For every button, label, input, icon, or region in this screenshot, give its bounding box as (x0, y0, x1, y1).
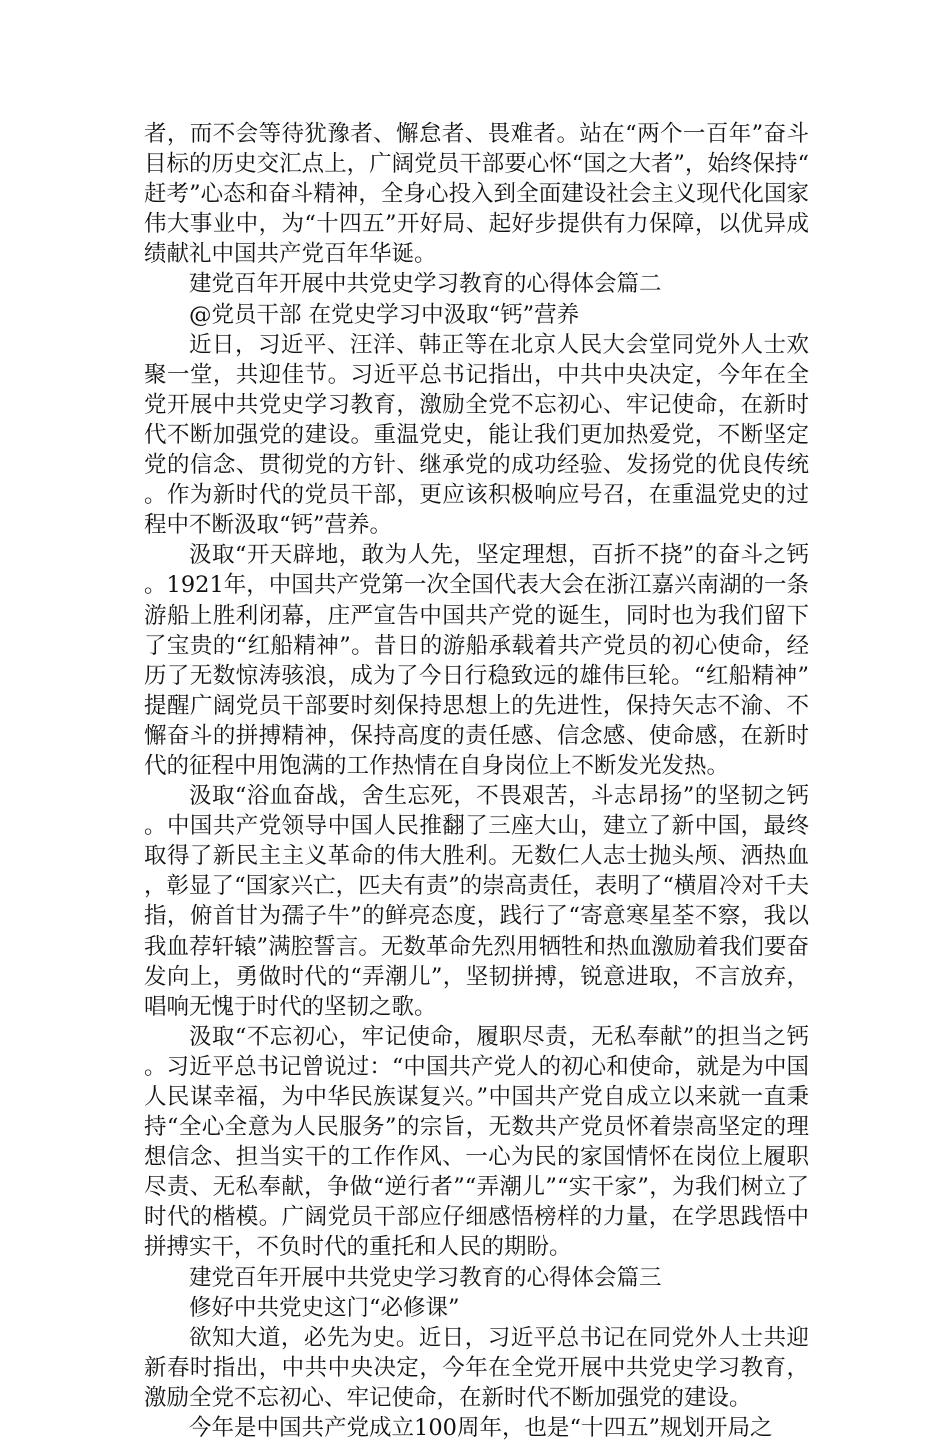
paragraph: 今年是中国共产党成立100周年，也是“十四五”规划开局之 (189, 1415, 773, 1442)
paragraph-continuation: 者，而不会等待犹豫者、懈怠者、畏难者。站在“两个一百年”奋斗目标的历史交汇点上，广阔党员干部要心怀“国之大者”，始终保持“赶考”心态和奋斗精神，全身心投入到全面建设社会主义现代化国家伟大事业中，为“十四五”开好局、起好步提供有力保障，以优异成绩献礼中国共产党百年华诞。 (144, 121, 809, 268)
section-subtitle-part-two: @党员干部 在党史学习中汲取“钙”营养 (189, 301, 580, 328)
paragraph: 汲取“开天辟地，敢为人先，坚定理想，百折不挠”的奋斗之钙。1921年，中国共产党第一次全国代表大会在浙江嘉兴南湖的一条游船上胜利闭幕，庄严宣告中国共产党的诞生，同时也为我们留下了宝贵的“红船精神”。昔日的游船承载着共产党员的初心使命，经历了无数惊涛骇浪，成为了今日行稳致远的雄伟巨轮。“红船精神”提醒广阔党员干部要时刻保持思想上的先进性，保持矢志不渝、不懈奋斗的拼搏精神，保持高度的责任感、信念感、使命感，在新时代的征程中用饱满的工作热情在自身岗位上不断发光发热。 (144, 542, 809, 779)
section-title-part-two: 建党百年开展中共党史学习教育的心得体会篇二 (189, 271, 662, 298)
paragraph: 汲取“不忘初心，牢记使命，履职尽责，无私奉献”的担当之钙。习近平总书记曾说过：“中国共产党人的初心和使命，就是为中国人民谋幸福，为中华民族谋复兴。”中国共产党自成立以来就一直秉持“全心全意为人民服务”的宗旨，无数共产党员怀着崇高坚定的理想信念、担当实干的工作作风、一心为民的家国情怀在岗位上履职尽责、无私奉献，争做“逆行者”“弄潮儿”“实干家”，为我们树立了时代的楷模。广阔党员干部应仔细感悟榜样的力量，在学思践悟中拼搏实干，不负时代的重托和人民的期盼。 (144, 1023, 809, 1261)
paragraph: 欲知大道，必先为史。近日，习近平总书记在同党外人士共迎新春时指出，中共中央决定，今年在全党开展中共党史学习教育，激励全党不忘初心、牢记使命，在新时代不断加强党的建设。 (144, 1324, 809, 1411)
section-title-part-three: 建党百年开展中共党史学习教育的心得体会篇三 (189, 1264, 662, 1291)
paragraph: 近日，习近平、汪洋、韩正等在北京人民大会堂同党外人士欢聚一堂，共迎佳节。习近平总书记指出，中共中央决定，今年在全党开展中共党史学习教育，激励全党不忘初心、牢记使命，在新时代不断加强党的建设。重温党史，能让我们更加热爱党，不断坚定党的信念、贯彻党的方针、继承党的成功经验、发扬党的优良传统。作为新时代的党员干部，更应该积极响应号召，在重温党史的过程中不断汲取“钙”营养。 (144, 331, 809, 539)
paragraph: 汲取“浴血奋战，舍生忘死，不畏艰苦，斗志昂扬”的坚韧之钙。中国共产党领导中国人民推翻了三座大山，建立了新中国，最终取得了新民主主义革命的伟大胜利。无数仁人志士抛头颅、洒热血，彰显了“国家兴亡，匹夫有责”的崇高责任，表明了“横眉冷对千夫指，俯首甘为孺子牛”的鲜亮态度，践行了“寄意寒星荃不察，我以我血荐轩辕”满腔誓言。无数革命先烈用牺牲和热血激励着我们要奋发向上，勇做时代的“弄潮儿”，坚韧拼搏，锐意进取，不言放弃，唱响无愧于时代的坚韧之歌。 (144, 783, 809, 1020)
document-page (144, 119, 809, 1443)
section-subtitle-part-three: 修好中共党史这门“必修课” (189, 1294, 460, 1321)
